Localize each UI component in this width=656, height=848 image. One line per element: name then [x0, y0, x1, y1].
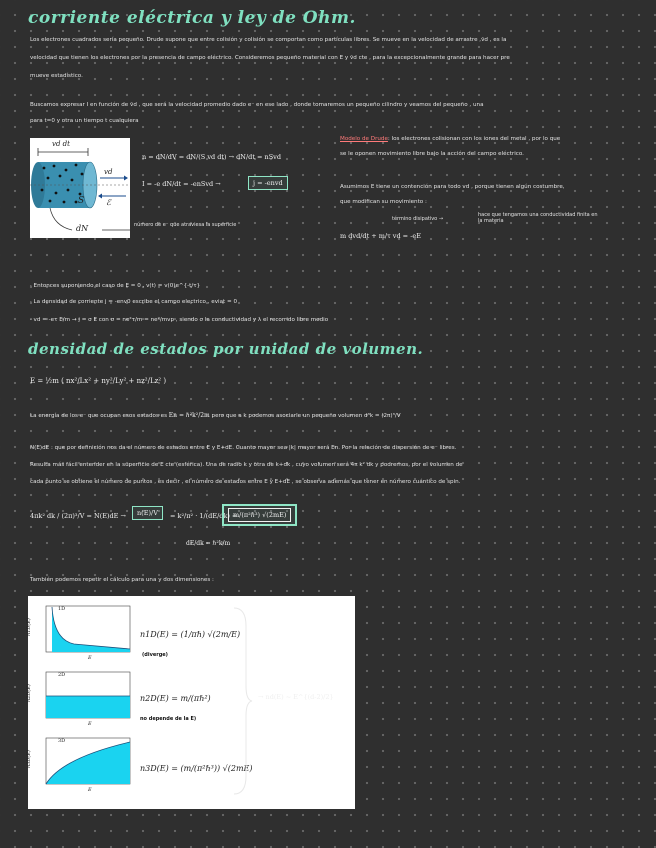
bullet-3: · vd = -eτ E/m → j = σ E con σ = ne²τ/m = ne²/mvp , siendo σ la conductividad y λ el recorrido libre medio: [30, 317, 329, 323]
label-vd: vd: [104, 168, 113, 176]
graph-1d-xlabel: E: [88, 655, 92, 661]
general-dos-arrow: →: [258, 693, 266, 701]
paragraph-2-line-1: Buscamos expresar I en función de v̄d , que será la velocidad promedio dado e⁻ en ese lado , donde tomaremos un pequeño cilindro y veamos del pequeño , una: [30, 102, 484, 108]
drude-line-4: que modifican su movimiento :: [340, 199, 427, 205]
graph-1d-tag: 1D: [58, 606, 66, 612]
graph-1d: [25, 604, 134, 662]
drude-title: Modelo de Drude: [340, 136, 388, 142]
drude-note-dissipative: término disipativo →: [392, 216, 444, 222]
paragraph-4-line-3: cada punto se obtiene el número de puntos , es decir , el número de estados entre E y E+dE , se observa además que tener en número cuántico de spin.: [30, 479, 461, 485]
label-vd-dt: vd dt: [52, 140, 70, 148]
eq-energy-box: E = ½m ( nx²/Lx² + ny²/Ly² + nz²/Lz² ): [30, 377, 167, 385]
eq-current-density-boxed: j = -envd: [248, 176, 288, 190]
eq-dos-box-n-over-v: n(E)/V: [132, 506, 163, 520]
eq-dos-result-boxed: [222, 504, 297, 526]
cylinder-diagram: [30, 138, 130, 238]
graph-3d-tag: 3D: [58, 738, 66, 744]
paragraph-4-line-1: N(E)dE : que por definición nos da el número de estados entre E y E+dE. Cuanto mayor sea |k| mayor será En. Por la relación de dispersión de e⁻ libres.: [30, 445, 457, 451]
graph-2d-equation: n2D(E) = m/(πℏ²): [140, 694, 211, 703]
paragraph-3-b: pero que a k podemos asociarle un pequeño volumen d³k = (2π)³/V: [211, 413, 401, 419]
paragraph-1-line-2: velocidad que tienen los electrones por la presencia de campo eléctrico. Consideremos pequeño material con E y v̄d cte , para la excepcionalmente grande para hacer pre: [30, 55, 510, 61]
graph-1d-note: (diverge): [142, 652, 168, 658]
eq-dos-result-inner: m/(π²ℏ³) √(2mE): [228, 508, 291, 522]
graph-3d-plot: [34, 736, 134, 798]
graph-3d: [25, 736, 134, 798]
eq-dispersion-derivative: dE/dk = ℏ²k/m: [186, 540, 231, 547]
paragraph-3-a: La energía de los e⁻ que ocupan esos estados es: [30, 413, 168, 419]
general-dos-eq: nd(E) ~ E^{(d-2)/2}: [265, 693, 334, 701]
paragraph-2-line-2: para t=0 y otra un tiempo t cualquiera: [30, 118, 139, 124]
eq-current-I: I = -e dN/dt = -enSvd →: [142, 180, 221, 188]
drude-note-conductivity: hace que tengamos una conductividad finita en la materia: [478, 212, 598, 224]
paragraph-1-line-3: mueve estadístico.: [30, 73, 83, 79]
paragraph-4-line-2: Resulta más fácil entender en la superficie de E cte (esférica). Una de radio k y otra de k+dk , cuyo volumen será 4π k² dk y podremos, por el volumen de: [30, 462, 463, 468]
paragraph-3: [30, 412, 401, 420]
cylinder-svg: [30, 138, 130, 238]
label-dN: dN: [76, 224, 89, 233]
graph-2d-ylabel: n2D(E): [25, 684, 32, 702]
dos-graphs-panel: [25, 596, 355, 809]
bullet-2: · La densidad de corriente j = -env0 escribe el campo electrico , eviat = 0: [30, 299, 238, 305]
grouping-brace: [232, 606, 254, 796]
paragraph-5: También podemos repetir el cálculo para una y dos dimensiones :: [30, 577, 214, 583]
general-dos-relation: [258, 693, 334, 701]
graph-3d-equation: n3D(E) = (m/(π²ℏ³)) √(2mE): [140, 764, 253, 773]
eq-density-n: n = dN/dV = dN/(S vd dt) → dN/dt = nSvd: [142, 153, 281, 161]
label-S: S: [78, 196, 85, 206]
graph-3d-ylabel: n3D(E): [25, 750, 32, 768]
graph-2d-tag: 2D: [58, 672, 66, 678]
graph-1d-ylabel: n1D(E): [25, 618, 32, 636]
paragraph-1-line-1: Los electrones cuadrados sería pequeño. Drude supone que entre colisión y colisión se comportan como partículas libres. Se mueve en la velocidad de arrastre ,v̄d , es la: [30, 37, 507, 43]
drude-line-1-text: : los electrones colisionan con los iones del metal , por lo que: [387, 136, 561, 142]
section-title-densidad: densidad de estados por unidad de volumen.: [28, 340, 424, 358]
graph-2d-plot: [34, 670, 134, 728]
eq-energy-k: En = ℏ²k²/2m: [168, 412, 210, 419]
bullet-1: · Entonces suponiendo el caso de E = 0 , v(t) = v(0)e^{-t/τ}: [30, 283, 201, 289]
graph-2d-note: no depende de la E): [140, 716, 197, 722]
graph-2d-xlabel: E: [88, 721, 92, 727]
drude-line-2: se le oponen movimiento libre bajo la acción del campo eléctrico.: [340, 151, 524, 157]
graph-2d: [25, 670, 134, 728]
label-E-field: ℰ: [106, 198, 111, 207]
drude-line-1: [340, 135, 560, 143]
eq-drude-motion: m dvd/dt + m/τ vd = -eE: [340, 232, 421, 240]
section-title-corriente: corriente eléctrica y ley de Ohm.: [28, 8, 356, 28]
eq-dos-mid: = k²/π² · 1/(dE/dk) =: [170, 512, 238, 520]
eq-dos-lhs: 4πk² dk / (2π)³/V = N(E)dE →: [30, 512, 126, 520]
graph-1d-equation: n1D(E) = (1/πℏ) √(2m/E): [140, 630, 241, 639]
graph-3d-xlabel: E: [88, 787, 92, 793]
graph-1d-plot: [34, 604, 134, 662]
drude-line-3: Asumimos E tiene un contención para todo vd , porque tienen algún costumbre,: [340, 184, 565, 190]
diagram-caption: número de e⁻ que atraviesa la superficie: [134, 222, 237, 228]
